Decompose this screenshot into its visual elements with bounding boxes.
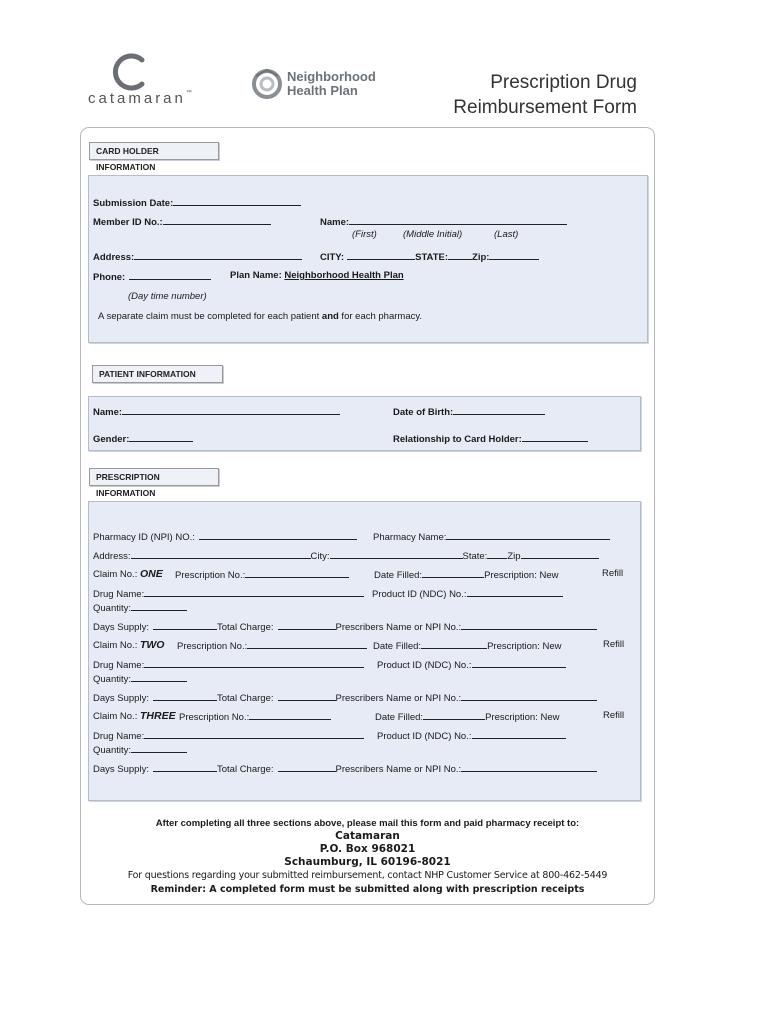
plan-name-field: Plan Name: Neighborhood Health Plan xyxy=(230,270,404,281)
claim-two-drug-name-field[interactable]: Drug Name: xyxy=(93,658,364,671)
card-holder-section-label: CARD HOLDER INFORMATION xyxy=(89,142,219,160)
card-holder-name-field[interactable]: Name: xyxy=(320,215,567,228)
patient-section-label: PATIENT INFORMATION xyxy=(92,365,223,383)
customer-service-note: For questions regarding your submitted reimbursement, contact NHP Customer Service at 800-462-5449 xyxy=(127,870,608,881)
claim-two-supply-charge-field[interactable]: Days Supply: Total Charge: Prescribers Name or NPI No.: xyxy=(93,691,597,704)
form-title: Prescription Drug Reimbursement Form xyxy=(453,72,637,118)
catamaran-logo-text: catamaran™ xyxy=(88,90,192,107)
claim-two-prescription-no-field[interactable]: Prescription No.: xyxy=(177,639,367,652)
claim-one-prescription-no-field[interactable]: Prescription No.: xyxy=(175,568,349,581)
claim-three-number: Claim No.: THREE xyxy=(93,710,176,722)
claim-two-date-filled-field[interactable]: Date Filled: Prescription: New xyxy=(373,641,562,652)
card-holder-address-field[interactable]: Address: xyxy=(93,250,302,263)
claim-three-quantity-field[interactable]: Quantity: xyxy=(93,743,187,756)
pharmacy-address-field[interactable]: Address: City: State: Zip xyxy=(93,549,599,562)
claim-three-date-filled-field[interactable]: Date Filled: Prescription: New xyxy=(375,712,560,723)
patient-relationship-field[interactable]: Relationship to Card Holder: xyxy=(393,432,588,445)
pharmacy-name-field[interactable]: Pharmacy Name: xyxy=(373,530,610,543)
patient-gender-field[interactable]: Gender: xyxy=(93,432,193,445)
claim-three-drug-name-field[interactable]: Drug Name: xyxy=(93,729,364,742)
mail-po-box: P.O. Box 968021 xyxy=(319,843,416,855)
claim-one-number: Claim No.: ONE xyxy=(93,568,163,580)
claim-one-supply-charge-field[interactable]: Days Supply: Total Charge: Prescribers Name or NPI No.: xyxy=(93,620,597,633)
mail-city: Schaumburg, IL 60196-8021 xyxy=(284,856,451,868)
middle-initial-hint: (Middle Initial) xyxy=(403,229,463,240)
neighborhood-health-plan-logo-icon xyxy=(250,66,284,102)
reminder-note: Reminder: A completed form must be submitted along with prescription receipts xyxy=(150,884,585,895)
claim-two-refill-option[interactable]: Refill xyxy=(603,639,625,650)
claim-two-number: Claim No.: TWO xyxy=(93,639,165,651)
claim-one-date-filled-field[interactable]: Date Filled: Prescription: New xyxy=(374,570,559,581)
last-name-hint: (Last) xyxy=(494,229,519,240)
pharmacy-id-field[interactable]: Pharmacy ID (NPI) NO.: xyxy=(93,530,357,543)
claim-one-product-id-field[interactable]: Product ID (NDC) No.: xyxy=(372,587,563,600)
first-name-hint: (First) xyxy=(352,229,377,240)
mail-instructions: After completing all three sections above, please mail this form and paid pharmacy receipt to: xyxy=(155,818,580,829)
neighborhood-health-plan-logo-text: Neighborhood Health Plan xyxy=(287,69,376,98)
catamaran-logo-icon xyxy=(112,52,152,92)
claim-three-prescription-no-field[interactable]: Prescription No.: xyxy=(179,710,331,723)
patient-name-field[interactable]: Name: xyxy=(93,405,340,418)
claim-two-quantity-field[interactable]: Quantity: xyxy=(93,672,187,685)
claim-three-refill-option[interactable]: Refill xyxy=(603,710,625,721)
patient-dob-field[interactable]: Date of Birth: xyxy=(393,405,545,418)
member-id-field[interactable]: Member ID No.: xyxy=(93,215,271,228)
claim-three-product-id-field[interactable]: Product ID (NDC) No.: xyxy=(377,729,566,742)
claim-one-quantity-field[interactable]: Quantity: xyxy=(93,601,187,614)
prescription-section-label: PRESCRIPTION INFORMATION xyxy=(89,468,219,486)
claim-one-refill-option[interactable]: Refill xyxy=(602,568,624,579)
claim-two-product-id-field[interactable]: Product ID (NDC) No.: xyxy=(377,658,566,671)
claim-one-drug-name-field[interactable]: Drug Name: xyxy=(93,587,364,600)
mail-recipient: Catamaran xyxy=(335,830,400,842)
submission-date-field[interactable]: Submission Date: xyxy=(93,196,301,209)
day-time-hint: (Day time number) xyxy=(128,291,207,302)
card-holder-city-state-zip-field[interactable]: CITY: STATE: Zip: xyxy=(320,250,539,263)
separate-claim-note: A separate claim must be completed for each patient and for each pharmacy. xyxy=(98,311,423,322)
card-holder-phone-field[interactable]: Phone: xyxy=(93,270,211,283)
claim-three-supply-charge-field[interactable]: Days Supply: Total Charge: Prescribers Name or NPI No.: xyxy=(93,762,597,775)
